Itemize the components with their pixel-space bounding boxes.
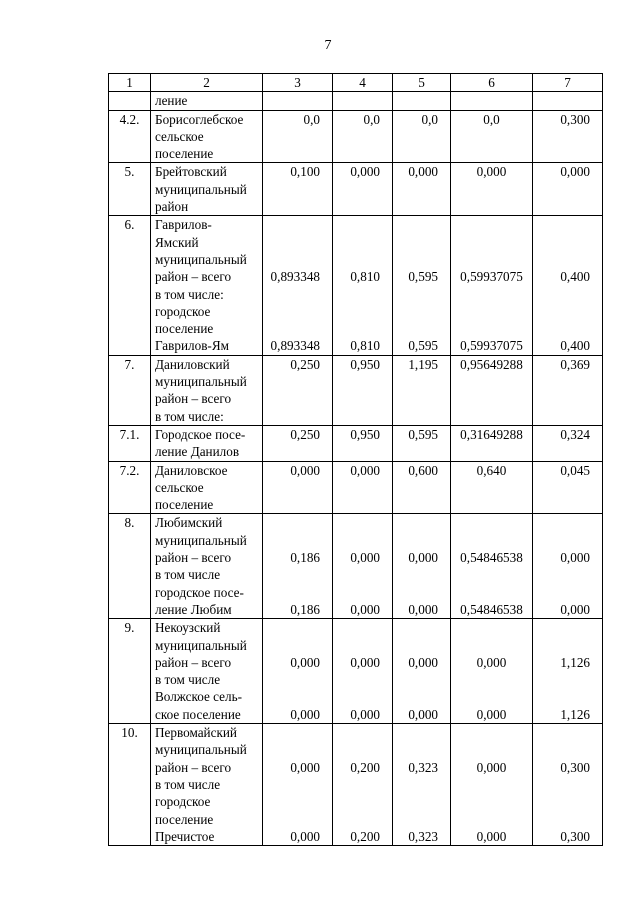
district-name-line: район – всего	[155, 269, 232, 285]
district-name-line: городское	[155, 794, 211, 810]
district-name-line: муниципальный	[155, 637, 247, 653]
total-value: 1,126	[560, 654, 590, 670]
sub-value: 0,000	[290, 828, 320, 844]
total-value: 0,000	[560, 550, 590, 566]
district-name-line: ское поселение	[155, 706, 241, 722]
district-name-line: район – всего	[155, 391, 232, 407]
district-name	[151, 724, 263, 846]
value-v6: 0,31649288	[451, 425, 533, 461]
sub-value: 0,000	[408, 706, 438, 722]
table-row	[109, 724, 603, 846]
value-v4	[333, 619, 393, 724]
value-v6	[451, 724, 533, 846]
total-value: 0,323	[408, 759, 438, 775]
row-number: 10.	[109, 724, 151, 846]
total-value: 0,810	[350, 269, 380, 285]
value-v4	[333, 92, 393, 110]
district-name-line: муниципальный	[155, 181, 247, 197]
sub-value: 0,300	[560, 828, 590, 844]
row-number: 4.2.	[109, 110, 151, 163]
district-name-line: район	[155, 199, 189, 215]
value-v7	[533, 619, 603, 724]
table-row	[109, 110, 603, 163]
value-v7: 0,045	[533, 461, 603, 514]
value-v3: 0,250	[263, 355, 333, 425]
header-cell: 4	[333, 74, 393, 92]
district-name-line: в том числе	[155, 776, 221, 792]
total-value: 0,000	[476, 759, 507, 775]
value-v4	[333, 724, 393, 846]
district-name-line: сельское	[155, 128, 204, 144]
district-name-line: поселение	[155, 497, 214, 513]
district-name-line: поселение	[155, 146, 214, 162]
district-name-line: муниципальный	[155, 374, 247, 390]
sub-value: 0,000	[408, 601, 438, 617]
district-name-line: в том числе	[155, 567, 221, 583]
total-value: 0,54846538	[460, 550, 523, 566]
district-name	[151, 425, 263, 461]
header-cell: 2	[151, 74, 263, 92]
sub-value: 0,000	[476, 706, 507, 722]
sub-value: 1,126	[560, 706, 590, 722]
district-name-line: городское посе-	[155, 584, 244, 600]
row-number: 7.	[109, 355, 151, 425]
district-name-line: Ямский	[155, 234, 199, 250]
header-cell: 5	[393, 74, 451, 92]
district-name-line: в том числе	[155, 672, 221, 688]
sub-value: 0,54846538	[460, 601, 523, 617]
row-number: 7.2.	[109, 461, 151, 514]
total-value: 0,000	[350, 654, 380, 670]
value-v7	[533, 92, 603, 110]
sub-value: 0,810	[350, 338, 380, 354]
district-name-line: ление Данилов	[155, 444, 240, 460]
district-name-line: район – всего	[155, 654, 232, 670]
header-cell: 3	[263, 74, 333, 92]
value-v5	[393, 619, 451, 724]
district-name-line: в том числе:	[155, 408, 224, 424]
funding-table	[108, 73, 603, 846]
total-value: 0,000	[476, 654, 507, 670]
total-value: 0,300	[560, 759, 590, 775]
district-name-line: в том числе:	[155, 286, 224, 302]
sub-value: 0,323	[408, 828, 438, 844]
value-v6	[451, 216, 533, 355]
table-row	[109, 216, 603, 355]
value-v5	[393, 514, 451, 619]
row-number: 7.1.	[109, 425, 151, 461]
row-number	[109, 92, 151, 110]
value-v7	[533, 514, 603, 619]
value-v3	[263, 514, 333, 619]
district-name	[151, 619, 263, 724]
district-name-line: муниципальный	[155, 251, 247, 267]
district-name-line: сельское	[155, 479, 204, 495]
value-v5: 0,000	[393, 163, 451, 216]
value-v4	[333, 514, 393, 619]
district-name	[151, 110, 263, 163]
value-v3: 0,250	[263, 425, 333, 461]
value-v7	[533, 724, 603, 846]
sub-value: 0,000	[350, 706, 380, 722]
district-name-line: район – всего	[155, 759, 232, 775]
district-name-line: муниципальный	[155, 532, 247, 548]
district-name-line: Любимский	[155, 515, 223, 531]
value-v7: 0,324	[533, 425, 603, 461]
total-value: 0,000	[290, 654, 320, 670]
district-name-line: Пречистое	[155, 828, 215, 844]
value-v5	[393, 92, 451, 110]
total-value: 0,595	[408, 269, 438, 285]
district-name-line: ление Любим	[155, 601, 232, 617]
total-value: 0,000	[408, 550, 438, 566]
district-name-line: Городское посе-	[155, 426, 246, 442]
district-name-line: поселение	[155, 321, 214, 337]
district-name	[151, 92, 263, 110]
header-cell: 1	[109, 74, 151, 92]
value-v5: 0,0	[393, 110, 451, 163]
header-cell: 6	[451, 74, 533, 92]
table-row	[109, 425, 603, 461]
row-number: 5.	[109, 163, 151, 216]
sub-value: 0,000	[350, 601, 380, 617]
district-name-line: район – всего	[155, 550, 232, 566]
district-name-line: Борисоглебское	[155, 111, 244, 127]
value-v7: 0,000	[533, 163, 603, 216]
value-v3	[263, 92, 333, 110]
value-v6: 0,0	[451, 110, 533, 163]
value-v3: 0,100	[263, 163, 333, 216]
value-v5: 0,595	[393, 425, 451, 461]
value-v5: 1,195	[393, 355, 451, 425]
total-value: 0,893348	[270, 269, 320, 285]
district-name-line: муниципальный	[155, 742, 247, 758]
value-v4: 0,0	[333, 110, 393, 163]
value-v7	[533, 216, 603, 355]
sub-value: 0,400	[560, 338, 590, 354]
value-v3	[263, 619, 333, 724]
page-number: 7	[324, 38, 332, 53]
sub-value: 0,595	[408, 338, 438, 354]
value-v6: 0,000	[451, 163, 533, 216]
sub-value: 0,200	[350, 828, 380, 844]
value-v3: 0,000	[263, 461, 333, 514]
sub-value: 0,59937075	[460, 338, 523, 354]
district-name-line: Некоузский	[155, 620, 221, 636]
value-v3	[263, 724, 333, 846]
table-row	[109, 514, 603, 619]
value-v7: 0,300	[533, 110, 603, 163]
header-row	[109, 74, 603, 92]
value-v3	[263, 216, 333, 355]
district-name-line: Даниловское	[155, 462, 228, 478]
sub-value: 0,186	[290, 601, 320, 617]
table-row	[109, 461, 603, 514]
district-name	[151, 216, 263, 355]
district-name	[151, 514, 263, 619]
table-row	[109, 355, 603, 425]
sub-value: 0,000	[560, 601, 590, 617]
value-v6: 0,95649288	[451, 355, 533, 425]
value-v5	[393, 724, 451, 846]
value-v6	[451, 619, 533, 724]
value-v3: 0,0	[263, 110, 333, 163]
value-v4: 0,950	[333, 355, 393, 425]
value-v5: 0,600	[393, 461, 451, 514]
district-name-line: ление	[155, 93, 188, 109]
total-value: 0,200	[350, 759, 380, 775]
district-name	[151, 355, 263, 425]
total-value: 0,000	[408, 654, 438, 670]
sub-value: 0,000	[290, 706, 320, 722]
district-name-line: Гаврилов-Ям	[155, 338, 229, 354]
district-name-line: Брейтовский	[155, 164, 227, 180]
table-row	[109, 163, 603, 216]
total-value: 0,59937075	[460, 269, 523, 285]
sub-value: 0,893348	[270, 338, 320, 354]
sub-value: 0,000	[476, 828, 507, 844]
table-row	[109, 92, 603, 110]
value-v4: 0,000	[333, 163, 393, 216]
district-name-line: Гаврилов-	[155, 217, 212, 233]
row-number: 9.	[109, 619, 151, 724]
district-name-line: поселение	[155, 811, 214, 827]
value-v6	[451, 514, 533, 619]
district-name-line: Волжское сель-	[155, 689, 243, 705]
header-cell: 7	[533, 74, 603, 92]
value-v6	[451, 92, 533, 110]
row-number: 6.	[109, 216, 151, 355]
value-v5	[393, 216, 451, 355]
value-v4: 0,000	[333, 461, 393, 514]
total-value: 0,400	[560, 269, 590, 285]
total-value: 0,000	[350, 550, 380, 566]
row-number: 8.	[109, 514, 151, 619]
district-name	[151, 461, 263, 514]
value-v7: 0,369	[533, 355, 603, 425]
district-name-line: Первомайский	[155, 725, 237, 741]
district-name-line: Даниловский	[155, 356, 230, 372]
value-v4: 0,950	[333, 425, 393, 461]
district-name-line: городское	[155, 303, 211, 319]
table-row	[109, 619, 603, 724]
total-value: 0,186	[290, 550, 320, 566]
total-value: 0,000	[290, 759, 320, 775]
value-v4	[333, 216, 393, 355]
district-name	[151, 163, 263, 216]
value-v6: 0,640	[451, 461, 533, 514]
